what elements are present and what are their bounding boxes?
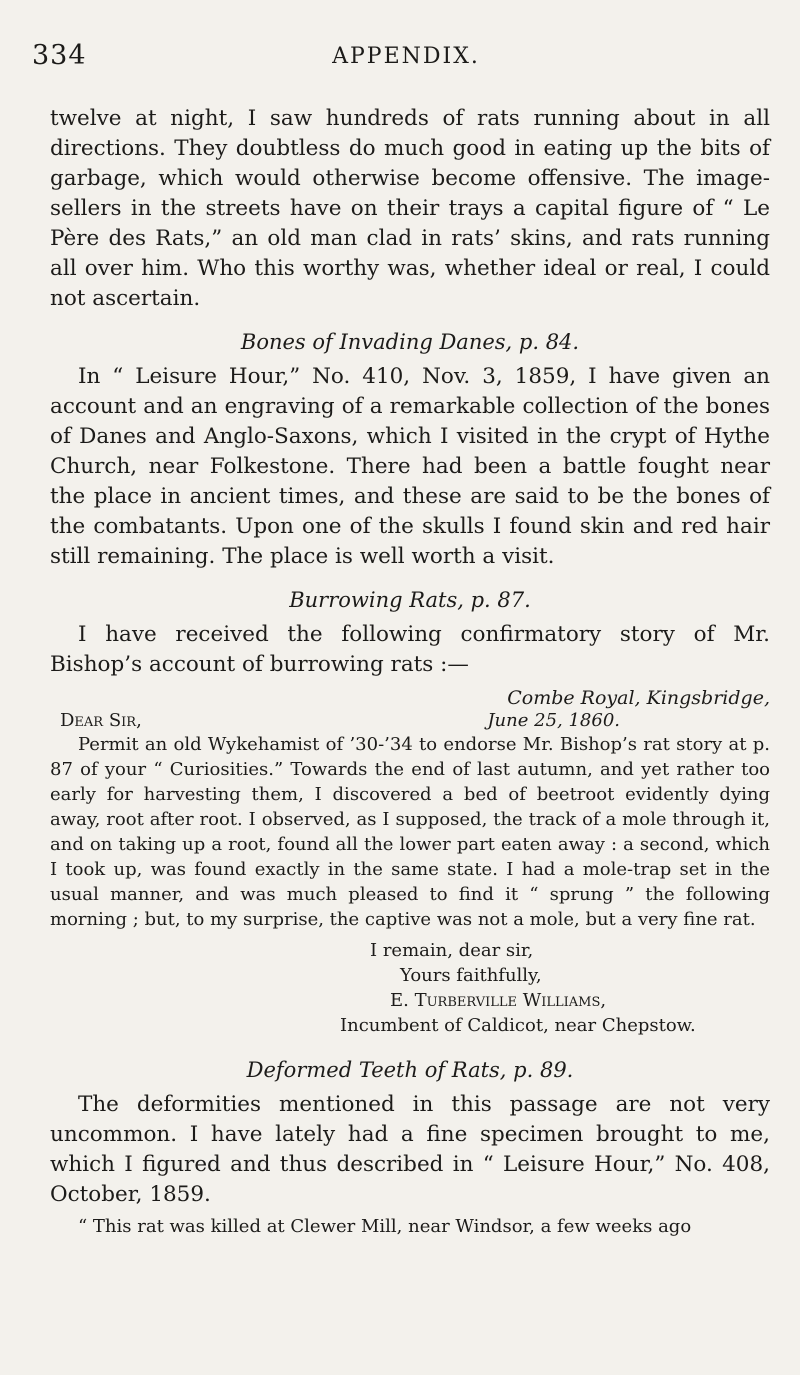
letter-body: Permit an old Wykehamist of ’30-’34 to endorse Mr. Bishop’s rat story at p. 87 of your “ Curiosities.” Towards the end of last autumn, and yet rather too early for harvesting them, I discovered a bed of beetroot evidently dying away, root after root. I observed, as I supposed, the track of a mole through it, and on taking up a root, found all the lower part eaten away : a second, which I took up, was found exactly in the same state. I had a mole-trap set in the usual manner, and was much pleased to find it “ sprung ” the following morning ; but, to my surprise, the captive was not a mole, but a very fine rat. [50, 734, 770, 930]
signature-line-2: Yours faithfully, [400, 965, 542, 986]
page-header [32, 40, 740, 80]
letter-salutation: Dear Sir, [60, 710, 142, 731]
running-head: APPENDIX. [332, 44, 480, 69]
letter-date: June 25, 1860. [487, 710, 620, 731]
paragraph-rats-night: twelve at night, I saw hundreds of rats running about in all directions. They doubtless do much good in eating up the bits of garbage, which would otherwise become offensive. The image-sellers in the streets have on their trays a capital figure of “ Le Père des Rats,” an old man clad in rats’ skins, and rats running all over him. Who this worthy was, whether ideal or real, I could not ascertain. [50, 106, 770, 311]
signature-name: E. Turberville Williams, [390, 990, 607, 1011]
section-heading-teeth: Deformed Teeth of Rats, p. 89. [246, 1058, 574, 1082]
section-heading-danes: Bones of Invading Danes, p. 84. [240, 330, 580, 354]
paragraph-danes: In “ Leisure Hour,” No. 410, Nov. 3, 1859, I have given an account and an engraving of a remarkable collection of the bones of Danes and Anglo-Saxons, which I visited in the crypt of Hythe Church, near Folkestone. There had been a battle fought near the place in ancient times, and these are said to be the bones of the combatants. Upon one of the skulls I found skin and red hair still remaining. The place is well worth a visit. [50, 364, 770, 569]
signature-title: Incumbent of Caldicot, near Chepstow. [340, 1015, 696, 1036]
page-number: 334 [32, 40, 87, 71]
letter-salutation-row [50, 710, 770, 732]
letter-place: Combe Royal, Kingsbridge, [507, 687, 770, 709]
signature-line-1: I remain, dear sir, [370, 940, 534, 961]
paragraph-burrowing: I have received the following confirmatory story of Mr. Bishop’s account of burrowing rats :— [50, 622, 770, 677]
paragraph-teeth: The deformities mentioned in this passage are not very uncommon. I have lately had a fine specimen brought to me, which I figured and thus described in “ Leisure Hour,” No. 408, October, 1859. [50, 1092, 770, 1207]
page-body [50, 104, 770, 1239]
section-heading-burrowing: Burrowing Rats, p. 87. [289, 588, 531, 612]
paragraph-quote-start: “ This rat was killed at Clewer Mill, near Windsor, a few weeks ago [78, 1216, 692, 1237]
